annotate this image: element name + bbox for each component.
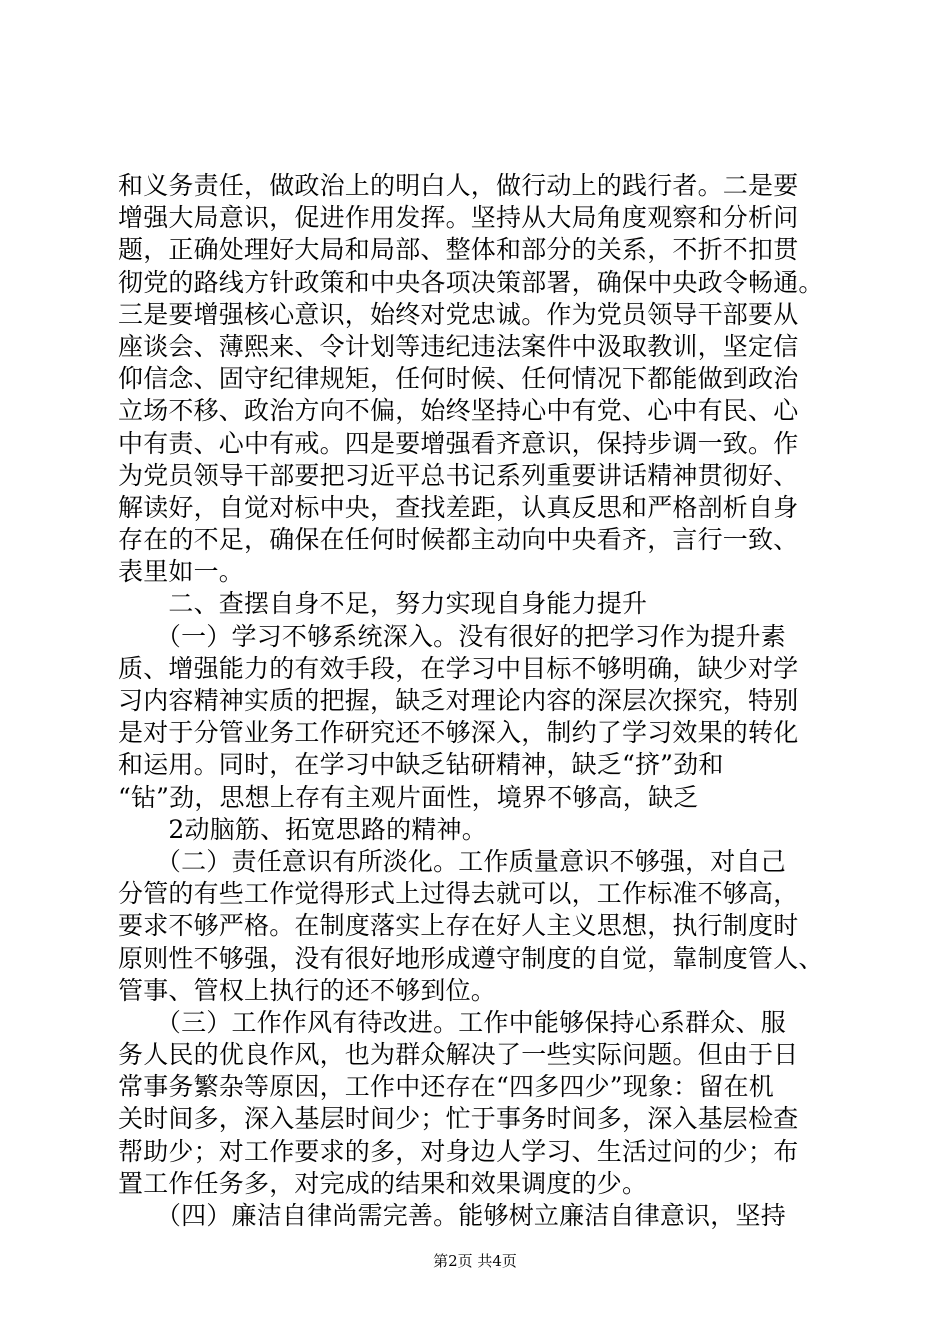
text-line: 存在的不足，确保在任何时候都主动向中央看齐，言行一致、 xyxy=(118,525,799,555)
text-line: 2动脑筋、拓宽思路的精神。 xyxy=(118,814,487,844)
text-line: 为党员领导干部要把习近平总书记系列重要讲话精神贯彻好、 xyxy=(118,460,799,490)
text-line: 题，正确处理好大局和局部、整体和部分的关系，不折不扣贯 xyxy=(118,235,799,265)
text-line: 习内容精神实质的把握，缺乏对理论内容的深层次探究，特别 xyxy=(118,686,799,715)
text-line: 和义务责任，做政治上的明白人，做行动上的践行者。二是要 xyxy=(118,171,799,200)
text-line: （二）责任意识有所淡化。工作质量意识不够强，对自己 xyxy=(118,846,786,876)
text-line: 管事、管权上执行的还不够到位。 xyxy=(118,975,497,1005)
text-line: 分管的有些工作觉得形式上过得去就可以，工作标准不够高， xyxy=(118,879,799,909)
text-line: 和运用。同时，在学习中缺乏钻研精神，缺乏“挤”劲和 xyxy=(118,750,724,780)
text-line: 表里如一。 xyxy=(118,557,245,587)
text-line: （三）工作作风有待改进。工作中能够保持心系群众、服 xyxy=(118,1007,786,1037)
text-line: 彻党的路线方针政策和中央各项决策部署，确保中央政令畅通。 xyxy=(118,267,824,297)
text-line: 务人民的优良作风，也为群众解决了一些实际问题。但由于日 xyxy=(118,1040,799,1070)
text-line: 立场不移、政治方向不偏，始终坚持心中有党、心中有民、心 xyxy=(118,396,799,426)
text-line: 关时间多，深入基层时间少；忙于事务时间多，深入基层检查 xyxy=(118,1104,799,1134)
text-line: 仰信念、固守纪律规矩，任何时候、任何情况下都能做到政治 xyxy=(118,364,799,394)
text-line: 增强大局意识，促进作用发挥。坚持从大局角度观察和分析问 xyxy=(118,203,799,233)
text-line: “钻”劲，思想上存有主观片面性，境界不够高，缺乏 xyxy=(118,782,699,812)
page-footer: 第2页 共4页 xyxy=(433,1252,517,1270)
text-line: （四）廉洁自律尚需完善。能够树立廉洁自律意识，坚持 xyxy=(118,1201,786,1230)
text-line: 质、增强能力的有效手段，在学习中目标不够明确，缺少对学 xyxy=(118,653,799,683)
text-line: （一）学习不够系统深入。没有很好的把学习作为提升素 xyxy=(118,621,786,651)
text-line: 原则性不够强，没有很好地形成遵守制度的自觉，靠制度管人、 xyxy=(118,943,824,973)
text-line: 座谈会、薄熙来、令计划等违纪违法案件中汲取教训，坚定信 xyxy=(118,331,799,361)
section-heading: 二、查摆自身不足，努力实现自身能力提升 xyxy=(118,589,648,619)
text-line: 置工作任务多，对完成的结果和效果调度的少。 xyxy=(118,1168,648,1198)
text-line: 常事务繁杂等原因，工作中还存在“四多四少”现象：留在机 xyxy=(118,1072,774,1102)
text-line: 是对于分管业务工作研究还不够深入，制约了学习效果的转化 xyxy=(118,718,799,748)
text-line: 解读好，自觉对标中央，查找差距，认真反思和严格剖析自身 xyxy=(118,492,799,522)
text-line: 三是要增强核心意识，始终对党忠诚。作为党员领导干部要从 xyxy=(118,299,799,329)
text-line: 中有责、心中有戒。四是要增强看齐意识，保持步调一致。作 xyxy=(118,428,799,458)
body-text xyxy=(118,170,838,1232)
text-line: 帮助少；对工作要求的多，对身边人学习、生活过问的少；布 xyxy=(118,1136,799,1166)
text-line: 要求不够严格。在制度落实上存在好人主义思想，执行制度时 xyxy=(118,911,799,941)
